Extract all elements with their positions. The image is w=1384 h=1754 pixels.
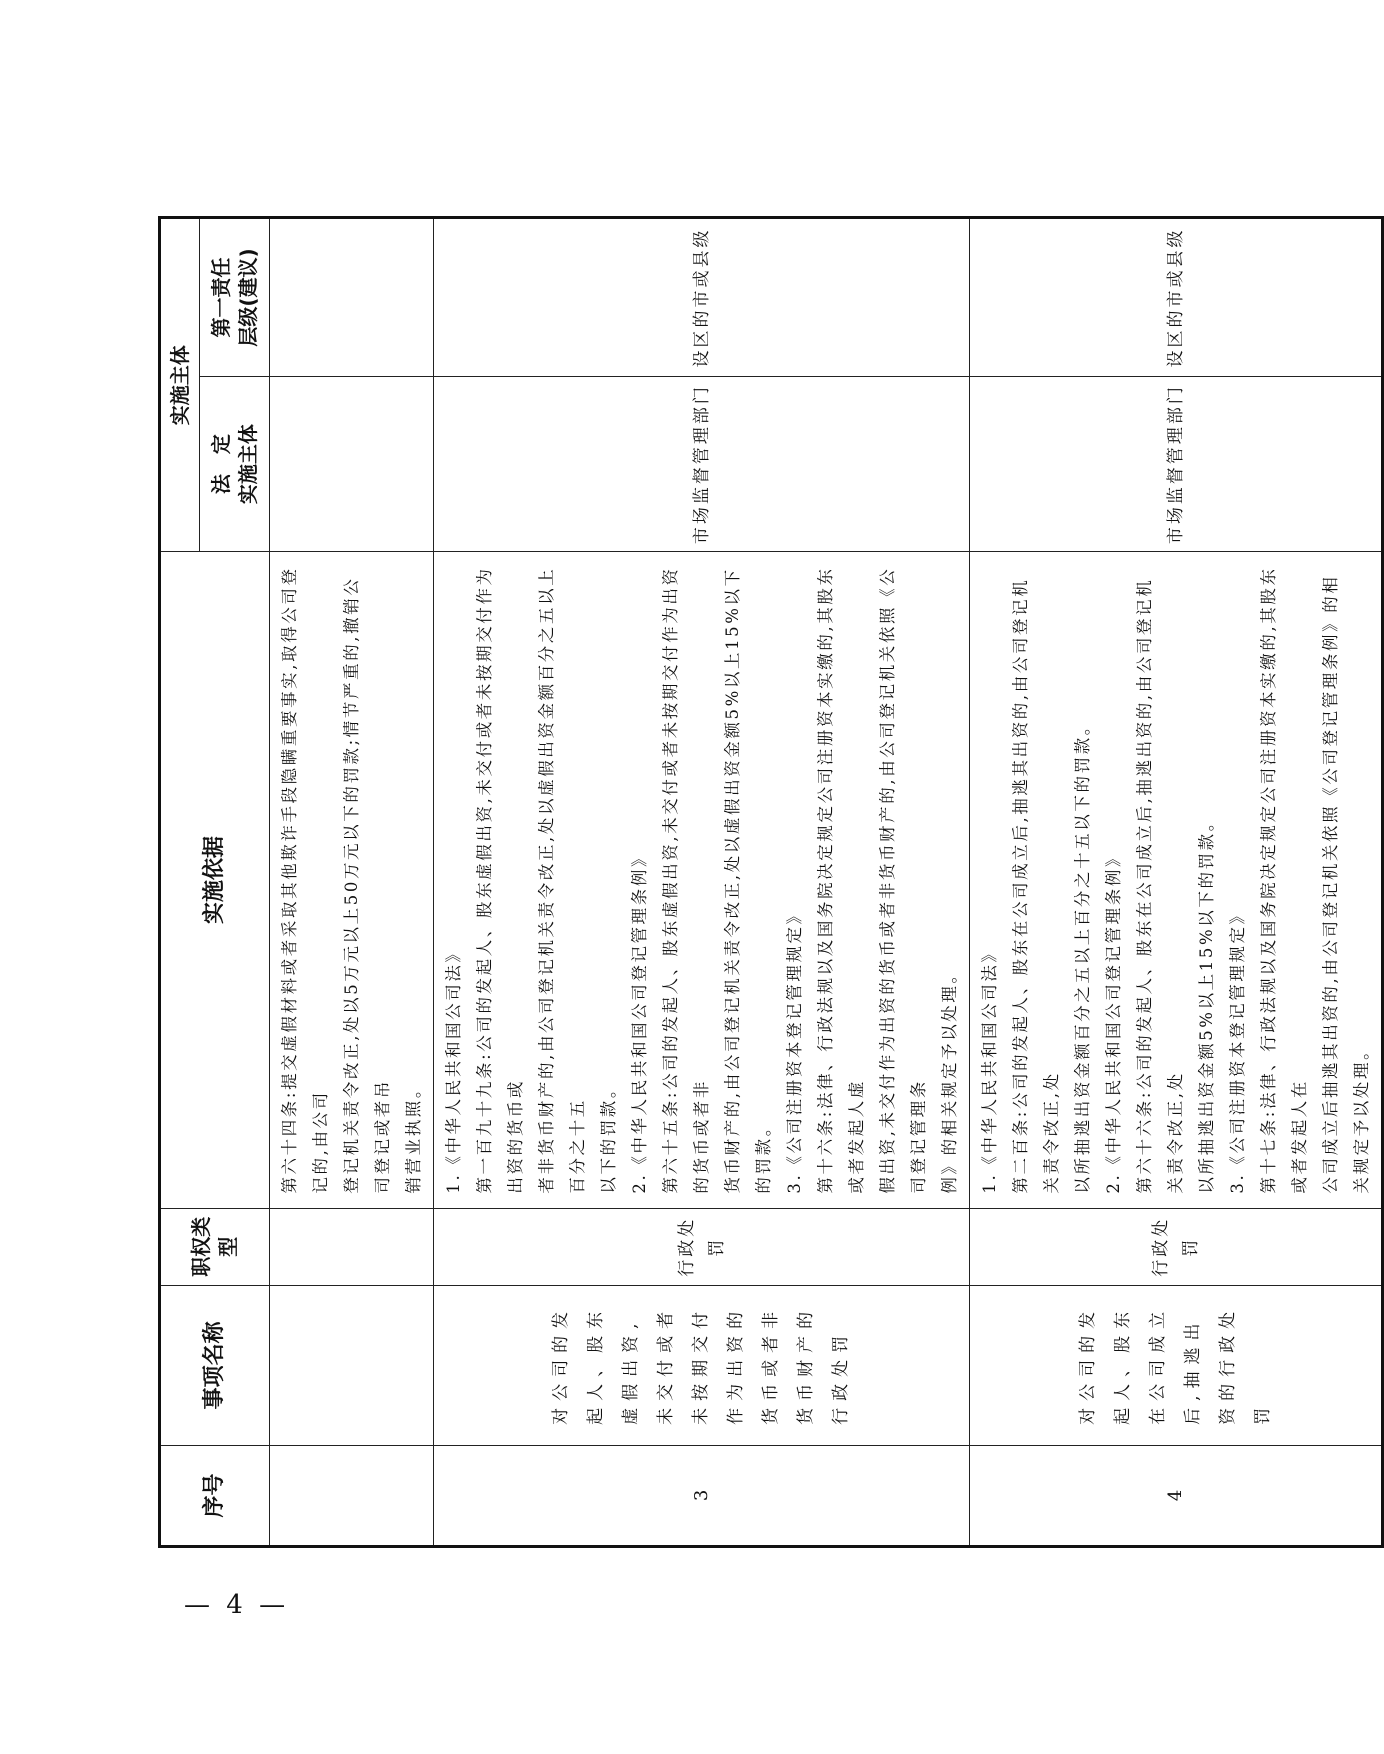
basis-line: 第六十四条:提交虚假材料或者采取其他欺诈手段隐瞒重要事实,取得公司登记的,由公司 xyxy=(280,566,330,1194)
basis-line: 例》的相关规定予以处理。 xyxy=(940,964,959,1194)
cont-name xyxy=(270,1285,434,1445)
basis-line: 第六十五条:公司的发起人、股东虚假出资,未交付或者未按期交付作为出资的货币或者非 xyxy=(661,566,711,1194)
cont-power-type xyxy=(270,1208,434,1285)
row-first-level: 设区的市或县级 xyxy=(970,218,1383,377)
header-basis: 实施依据 xyxy=(160,552,270,1208)
row-item-name: 对公司的发起人、股东虚假出资,未交付或者未按期交付作为出资的货币或者非货币财产的行政处罚 xyxy=(434,1285,970,1445)
basis-line: 第一百九十九条:公司的发起人、股东虚假出资,未交付或者未按期交付作为出资的货币或 xyxy=(475,566,525,1194)
row-basis xyxy=(434,552,970,1208)
header-serial: 序号 xyxy=(160,1445,270,1546)
header-row-top xyxy=(160,218,200,1547)
basis-line: 以下的罚款。 xyxy=(599,1078,618,1194)
table-row xyxy=(434,218,970,1547)
basis-line: 以所抽逃出资金额5%以上15%以下的罚款。 xyxy=(1197,812,1216,1194)
basis-line: 第十六条:法律、行政法规以及国务院决定规定公司注册资本实缴的,其股东或者发起人虚 xyxy=(816,566,866,1194)
basis-line: 2.《中华人民共和国公司登记管理条例》 xyxy=(630,847,649,1194)
table-row xyxy=(970,218,1383,1547)
basis-line: 销营业执照。 xyxy=(404,1078,423,1194)
page-number: — 4 — xyxy=(184,1590,290,1620)
row-power-type: 行政处罚 xyxy=(970,1208,1383,1285)
row-basis xyxy=(970,552,1383,1208)
row-legal-subject: 市场监督管理部门 xyxy=(434,376,970,551)
header-subject: 实施主体 xyxy=(160,218,200,552)
row-serial: 3 xyxy=(434,1445,970,1546)
basis-line: 1.《中华人民共和国公司法》 xyxy=(444,943,463,1194)
row-legal-subject: 市场监督管理部门 xyxy=(970,376,1383,551)
cont-serial xyxy=(270,1445,434,1546)
basis-line: 1.《中华人民共和国公司法》 xyxy=(980,943,999,1194)
cont-legal-subject xyxy=(270,376,434,551)
implementation-table xyxy=(158,216,1384,1548)
basis-line: 第六十六条:公司的发起人、股东在公司成立后,抽逃出资的,由公司登记机关责令改正,处 xyxy=(1135,577,1185,1194)
basis-line: 公司成立后抽逃其出资的,由公司登记机关依照《公司登记管理条例》的相关规定予以处理。 xyxy=(1321,574,1371,1194)
basis-line: 以所抽逃出资金额百分之五以上百分之十五以下的罚款。 xyxy=(1073,716,1092,1194)
continuation-row xyxy=(270,218,434,1547)
basis-line: 登记机关责令改正,处以5万元以上50万元以下的罚款;情节严重的,撤销公司登记或者吊 xyxy=(342,576,392,1194)
header-first-level: 第一责任 层级(建议) xyxy=(200,218,270,377)
header-item-name: 事项名称 xyxy=(160,1285,270,1445)
header-power-type: 职权类型 xyxy=(160,1208,270,1285)
row-power-type: 行政处罚 xyxy=(434,1208,970,1285)
basis-line: 3.《公司注册资本登记管理规定》 xyxy=(785,905,804,1194)
row-item-name: 对公司的发起人、股东在公司成立后,抽逃出资的行政处罚 xyxy=(970,1285,1383,1445)
basis-line: 3.《公司注册资本登记管理规定》 xyxy=(1228,905,1247,1194)
cont-first-level xyxy=(270,218,434,377)
cont-basis xyxy=(270,552,434,1208)
rotated-table-wrapper xyxy=(158,216,1371,1548)
row-serial: 4 xyxy=(970,1445,1383,1546)
basis-line: 假出资,未交付作为出资的货币或者非货币财产的,由公司登记机关依照《公司登记管理条 xyxy=(878,566,928,1194)
basis-line: 者非货币财产的,由公司登记机关责令改正,处以虚假出资金额百分之五以上百分之十五 xyxy=(537,566,587,1194)
basis-line: 货币财产的,由公司登记机关责令改正,处以虚假出资金额5%以上15%以下的罚款。 xyxy=(723,567,773,1194)
basis-line: 2.《中华人民共和国公司登记管理条例》 xyxy=(1104,847,1123,1194)
basis-line: 第十七条:法律、行政法规以及国务院决定规定公司注册资本实缴的,其股东或者发起人在 xyxy=(1259,566,1309,1194)
row-first-level: 设区的市或县级 xyxy=(434,218,970,377)
basis-line: 第二百条:公司的发起人、股东在公司成立后,抽逃其出资的,由公司登记机关责令改正,处 xyxy=(1011,577,1061,1194)
header-legal-subject: 法 定 实施主体 xyxy=(200,376,270,551)
